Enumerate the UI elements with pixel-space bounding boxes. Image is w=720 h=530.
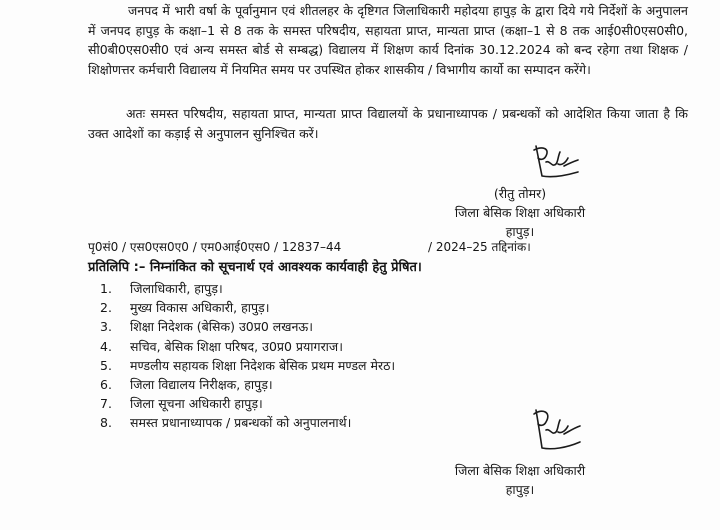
paragraph-2-text: अतः समस्त परिषदीय, सहायता प्राप्त, मान्यता प्राप्त विद्यालयों के प्रधानाध्यापक / प्रबन्धकों को आदेशित किया जाता है कि उक्त आदेशों का कड़ाई से अनुपालन सुनिश्चित करें। [88, 106, 688, 141]
list-item: 5. मण्डलीय सहायक शिक्षा निदेशक बेसिक प्रथम मण्डल मेरठ। [100, 357, 396, 373]
list-item: 1. जिलाधिकारी, हापुड़। [100, 281, 223, 296]
signatory-designation: जिला बेसिक शिक्षा अधिकारी [454, 463, 586, 478]
list-item: 3. शिक्षा निदेशक (बेसिक) उ0प्र0 लखनऊ। [100, 319, 313, 335]
list-item: 8. समस्त प्रधानाध्यापक / प्रबन्धकों को अनुपालनार्थ। [100, 415, 352, 431]
list-item: 7. जिला सूचना अधिकारी हापुड़। [100, 396, 263, 412]
list-item: 4. सचिव, बेसिक शिक्षा परिषद, उ0प्र0 प्रयागराज। [100, 338, 343, 354]
list-item: 2. मुख्य विकास अधिकारी, हापुड़। [100, 300, 270, 316]
reference-number: पृ0सं0 / एस0एस0ए0 / एम0आई0एस0 / 12837–44 [88, 240, 342, 254]
signature-image-2 [526, 404, 586, 454]
signatory-designation: जिला बेसिक शिक्षा अधिकारी [454, 205, 586, 220]
signatory-place: हापुड़। [505, 224, 535, 239]
signatory-block-2 [420, 461, 620, 499]
signatory-place: हापुड़। [505, 482, 535, 497]
reference-date: / 2024–25 तद्दिनांक। [428, 240, 531, 254]
copy-to-list [100, 279, 395, 433]
body-paragraph-2 [88, 104, 688, 143]
signatory-block-1 [420, 184, 620, 241]
body-paragraph-1 [88, 1, 688, 79]
signatory-name: (रीतु तोमर) [493, 186, 547, 201]
list-item: 6. जिला विद्यालय निरीक्षक, हापुड़। [100, 376, 273, 392]
copy-to-heading: प्रतिलिपि :– निम्नांकित को सूचनार्थ एवं आवश्यक कार्यवाही हेतु प्रेषित। [88, 260, 422, 275]
signature-image-1 [528, 142, 584, 182]
paragraph-1-text: जनपद में भारी वर्षा के पूर्वानुमान एवं शीतलहर के दृष्टिगत जिलाधिकारी महोदया हापुड़ के द्वारा दिये गये निर्देशों के अनुपालन में जनपद हापुड़ के कक्षा–1 से 8 तक के समस्त परिषदीय, सहायता प्राप्त, मान्यता प्राप्त (कक्षा–1 से 8 तक आई0सी0एस0सी0, सी0बी0एस0सी0 एवं अन्य समस्त बोर्ड से सम्बद्ध) विद्यालय में शिक्षण कार्य दिनांक 30.12.2024 को बन्द रहेगा तथा शिक्षक / शिक्षोणत्तर कर्मचारी विद्यालय में नियमित समय पर उपस्थित होकर शासकीय / विभागीय कार्यो का सम्पादन करेंगे। [88, 3, 688, 77]
reference-line [88, 238, 688, 256]
